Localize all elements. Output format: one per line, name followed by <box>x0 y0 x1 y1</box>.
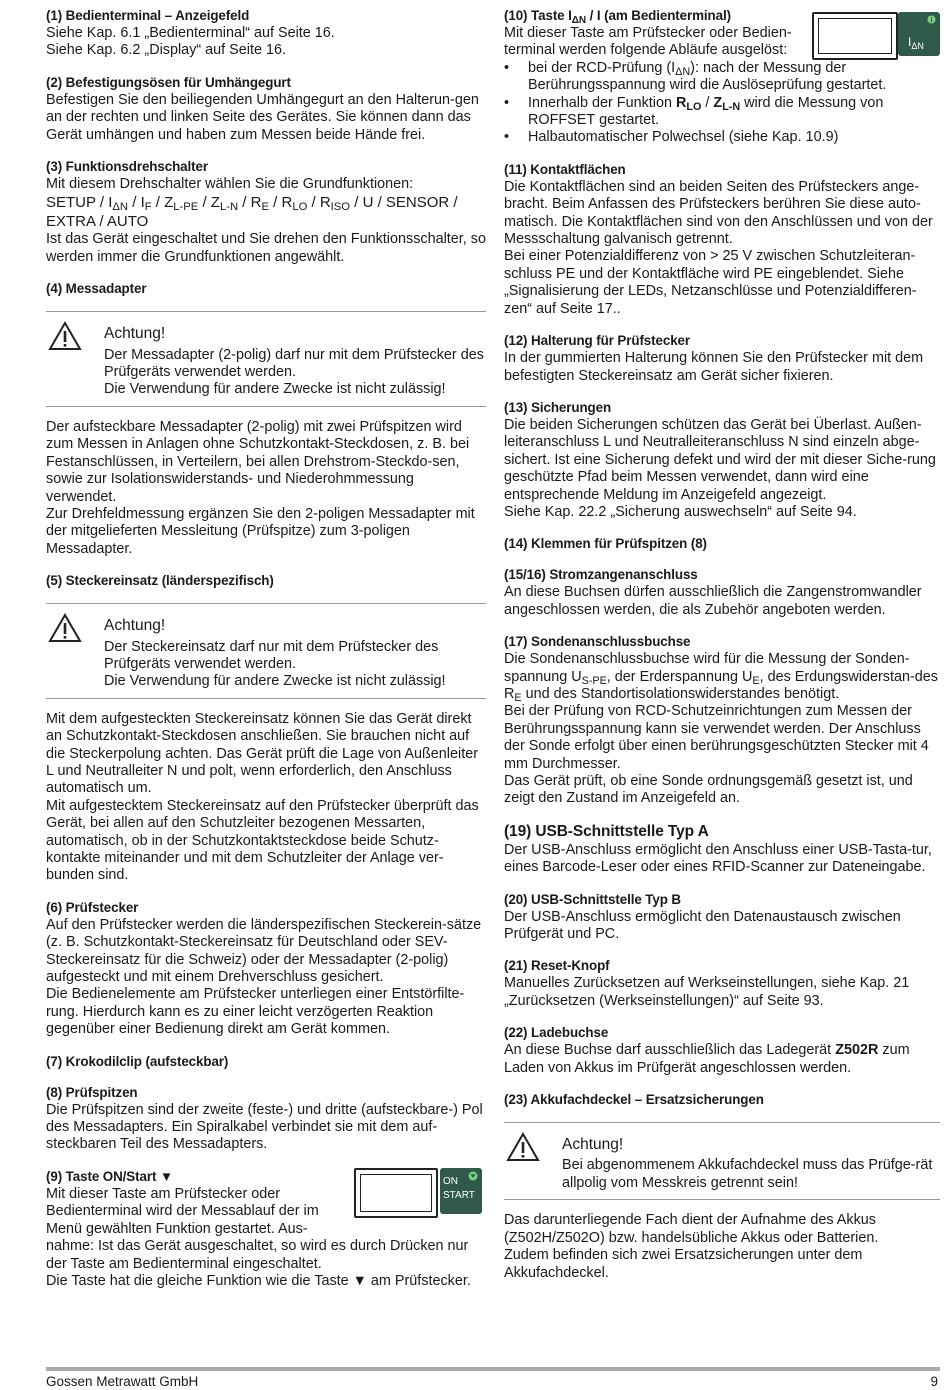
section-5-p1: Mit dem aufgesteckten Steckereinsatz können Sie das Gerät direkt an Schutzkontakt-Steckdosen anschließen. Sie brauchen nicht auf die Steckerpolung achten. Das Gerät prüft die Lage von Außenleiter L und Neutralleiter N und polt, wenn erforderlich, den Anschluss automatisch um. <box>46 710 478 797</box>
section-10-line-2: terminal werden folgende Abläufe ausgelöst: <box>504 42 788 59</box>
section-23-p1: Das darunterliegende Fach dient der Aufnahme des Akkus (Z502H/Z502O) bzw. handelsübliche Akkus oder Batterien. <box>504 1212 879 1246</box>
section-7-title: (7) Krokodilclip (aufsteckbar) <box>46 1053 229 1069</box>
list-item: • bei der RCD-Prüfung $(I_{\Delta N})$: nach der Messung der Berührungsspannung wird die Auslöseprüfung gestartet. <box>528 60 940 95</box>
section-9-line-2: Bedienterminal wird der Messablauf der im <box>46 1203 319 1220</box>
section-8 <box>46 1084 486 1154</box>
section-1-title: (1) Bedienterminal – Anzeigefeld <box>46 8 250 23</box>
warning-triangle-icon <box>48 321 82 351</box>
section-4-p1: Der aufsteckbare Messadapter (2-polig) mit zwei Prüfspitzen wird zum Messen in Anlagen ohne Schutzkontakt-Steckdosen, z. B. bei Festanschlüssen, in Verteilern, bei allen Drehstrom-Steckdo-sen, sowie zur Isolationswiderstands- und Niederohmmessung verwendet. <box>46 418 470 505</box>
idn-key-label: $I_{\Delta N}$ <box>908 35 924 51</box>
section-6-p1: Auf den Prüfstecker werden die länderspezifischen Steckerein-sätze (z. B. Schutzkontakt-Steckereinsatz für Deutschland oder SEV-Steckereinsatz für die Schweiz) oder der Messadapter (2-polig) aufgesteckt und mit einem Drehverschluss gesichert. <box>46 916 482 986</box>
section-17 <box>504 633 940 808</box>
footer-rule <box>46 1367 940 1371</box>
section-9-rest: nahme: Ist das Gerät ausgeschaltet, so wird es durch Drücken nur der Taste am Bedienterminal eingeschaltet. <box>46 1238 469 1272</box>
terminal-key-frame <box>812 12 898 60</box>
warning-box-23 <box>504 1122 940 1200</box>
idn-key[interactable] <box>898 12 940 56</box>
on-label: ON <box>443 1175 458 1187</box>
page-number: 9 <box>930 1374 938 1389</box>
warning-text-2: Die Verwendung für andere Zwecke ist nicht zulässig! <box>104 381 446 398</box>
left-column <box>46 7 486 1304</box>
section-22-text: An diese Buchse darf ausschließlich das Ladegerät Z502R zum Laden von Akkus im Prüfgerät angeschlossen werden. <box>504 1042 910 1076</box>
warning-title: Achtung! <box>562 1136 624 1154</box>
section-3-title: (3) Funktionsdrehschalter <box>46 159 208 175</box>
section-2 <box>46 74 486 144</box>
section-11 <box>504 161 940 318</box>
section-9-line-1: Mit dieser Taste am Prüfstecker oder <box>46 1185 281 1202</box>
section-21-text: Manuelles Zurücksetzen auf Werkseinstellungen, siehe Kap. 21 „Zurücksetzen (Werkseinstellungen)“ auf Seite 93. <box>504 975 910 1009</box>
warning-triangle-icon <box>48 613 82 643</box>
section-5-p2: Mit aufgestecktem Steckereinsatz auf den Prüfstecker überprüft das Gerät, bei allen auf den Schutzleiter bezogenen Messarten, automatisch, ob in der Schutzkontaktsteckdose beide Schutz-kontakte miteinander und mit dem Schutzleiter der Anlage ver-bunden sind. <box>46 797 479 884</box>
section-21 <box>504 957 940 1010</box>
section-2-text: Befestigen Sie den beiliegenden Umhängegurt an den Halterun-gen an der rechten und linken Seite des Gerätes. Sie können dann das Gerät umhängen und haben zum Messen beide Hände frei. <box>46 91 479 143</box>
section-6-title: (6) Prüfstecker <box>46 899 139 915</box>
section-12 <box>504 332 940 385</box>
section-17-p2: Bei der Prüfung von RCD-Schutzeinrichtungen zum Messen der Berührungsspannung kann sie verwendet werden. Der Anschluss der Sonde erfolgt über einen berührungsgeschützten Stecker mit 4 mm Durchmesser. <box>504 703 929 772</box>
section-11-p2: Bei einer Potenzialdifferenz von > 25 V zwischen Schutzleiteran-schluss PE und der Kontaktfläche wird PE eingeblendet. Siehe „Signalisierung der LEDs, Netzanschlüsse und Potenzialdifferen-zen“ auf Seite 17.. <box>504 248 917 317</box>
warning-title: Achtung! <box>104 617 166 635</box>
section-13-title: (13) Sicherungen <box>504 399 612 415</box>
section-15 <box>504 566 940 619</box>
section-10-list <box>504 60 940 147</box>
section-23-title: (23) Akkufachdeckel – Ersatzsicherungen <box>504 1092 764 1108</box>
section-11-p1: Die Kontaktflächen sind an beiden Seiten des Prüfsteckers ange-bracht. Beim Anfassen des Prüfsteckers berühren Sie diese auto-matisch. Die Kontaktflächen sind von den Anschlüssen und von der Messschaltung galvanisch getrennt. <box>504 178 933 248</box>
right-column <box>504 7 940 1296</box>
section-19 <box>504 822 940 877</box>
section-1-line-1: Siehe Kap. 6.1 „Bedienterminal“ auf Seite 16. <box>46 25 335 41</box>
led-icon <box>927 15 936 24</box>
section-19-title: (19) USB-Schnittstelle Typ A <box>504 822 709 840</box>
section-10-title: (10) Taste $I_{\Delta N}$ / I (am Bedienterminal) <box>504 8 731 26</box>
section-22-title: (22) Ladebuchse <box>504 1025 609 1041</box>
warning-box-4 <box>46 311 486 407</box>
start-label: START <box>443 1189 475 1201</box>
list-item: • Innerhalb der Funktion $R_{LO} / Z_{L-N}$ wird die Messung von ROFFSET gestartet. <box>528 95 940 130</box>
section-2-title: (2) Befestigungsösen für Umhängegurt <box>46 74 291 90</box>
section-5-title: (5) Steckereinsatz (länderspezifisch) <box>46 573 274 589</box>
section-14 <box>504 535 940 552</box>
section-12-text: In der gummierten Halterung können Sie den Prüfstecker mit dem befestigten Steckereinsatz am Gerät sicher fixieren. <box>504 350 924 384</box>
footer-company: Gossen Metrawatt GmbH <box>46 1374 199 1389</box>
terminal-key-frame <box>354 1168 438 1218</box>
section-3-functions: SETUP / $I_{\Delta N} / I_F / Z_{L-PE} / Z_{L-N} / R_E / R_{LO} / R_{ISO}$ / U / SENSOR / EXTRA / AUTO <box>46 194 458 231</box>
section-13 <box>504 399 940 521</box>
section-20-title: (20) USB-Schnittstelle Typ B <box>504 891 682 907</box>
section-3 <box>46 158 486 266</box>
warning-box-5 <box>46 603 486 699</box>
section-10 <box>504 7 940 147</box>
section-5 <box>46 572 486 885</box>
warning-triangle-icon <box>506 1132 540 1162</box>
section-23-p2: Zudem befinden sich zwei Ersatzsicherungen unter dem Akkufachdeckel. <box>504 1247 863 1281</box>
section-20-text: Der USB-Anschluss ermöglicht den Datenaustausch zwischen Prüfgerät und PC. <box>504 908 901 943</box>
section-6 <box>46 899 486 1039</box>
section-13-p2: Siehe Kap. 22.2 „Sicherung auswechseln“ auf Seite 94. <box>504 503 857 520</box>
section-1-line-2: Siehe Kap. 6.2 „Display“ auf Seite 16. <box>46 42 286 59</box>
section-12-title: (12) Halterung für Prüfstecker <box>504 333 691 349</box>
section-15-title: (15/16) Stromzangenanschluss <box>504 567 698 583</box>
section-3-intro: Mit diesem Drehschalter wählen Sie die Grundfunktionen: <box>46 176 414 193</box>
section-4 <box>46 280 486 558</box>
section-3-text: Ist das Gerät eingeschaltet und Sie drehen den Funktionsschalter, so werden immer die Grundfunktionen angewählt. <box>46 231 486 265</box>
section-17-p1: Die Sondenanschlussbuchse wird für die Messung der Sonden-spannung $U_{S-PE}$, der Erderspannung $U_E$, des Erdungswiderstan-des $R_E$ und des Standortisolationswiderstandes benötigt. <box>504 651 938 704</box>
section-17-title: (17) Sondenanschlussbuchse <box>504 634 691 650</box>
section-20 <box>504 891 940 944</box>
section-17-p3: Das Gerät prüft, ob eine Sonde ordnungsgemäß gesetzt ist, und zeigt den Zustand im Anzeigefeld an. <box>504 773 913 807</box>
list-item: • Halbautomatischer Polwechsel (siehe Kap. 10.9) <box>528 129 940 146</box>
section-8-text: Die Prüfspitzen sind der zweite (feste-) und dritte (aufsteckbare-) Pol des Messadapters. Ein Spiralkabel verbindet sie mit dem auf-steckbaren Teil des Messadapters. <box>46 1101 483 1153</box>
section-11-title: (11) Kontaktflächen <box>504 161 626 177</box>
section-9 <box>46 1168 486 1290</box>
section-10-line-1: Mit dieser Taste am Prüfstecker oder Bedien- <box>504 25 792 41</box>
section-4-p2: Zur Drehfeldmessung ergänzen Sie den 2-poligen Messadapter mit der mitgelieferten Messleitung (Prüfspitze) zum 3-poligen Messadapter. <box>46 505 475 557</box>
warning-text-1: Der Steckereinsatz darf nur mit dem Prüfstecker des Prüfgeräts verwendet werden. <box>104 638 439 672</box>
section-9-title: (9) Taste ON/Start ▼ <box>46 1168 174 1184</box>
section-8-title: (8) Prüfspitzen <box>46 1084 138 1100</box>
warning-text-2: Die Verwendung für andere Zwecke ist nicht zulässig! <box>104 673 446 690</box>
section-22 <box>504 1024 940 1077</box>
section-9-p2: Die Taste hat die gleiche Funktion wie die Taste ▼ am Prüfstecker. <box>46 1272 471 1289</box>
on-start-key[interactable] <box>440 1168 482 1214</box>
warning-text: Bei abgenommenem Akkufachdeckel muss das Prüfge-rät allpolig vom Messkreis getrennt sein! <box>562 1157 933 1191</box>
section-19-text: Der USB-Anschluss ermöglicht den Anschluss einer USB-Tasta-tur, eines Barcode-Leser oder eines RFID-Scanner zur Dateneingabe. <box>504 841 932 876</box>
section-23 <box>504 1091 940 1282</box>
down-arrow-icon <box>468 1171 478 1181</box>
warning-text-1: Der Messadapter (2-polig) darf nur mit dem Prüfstecker des Prüfgeräts verwendet werden. <box>104 346 484 381</box>
section-1 <box>46 7 486 60</box>
section-21-title: (21) Reset-Knopf <box>504 958 610 974</box>
section-14-title: (14) Klemmen für Prüfspitzen (8) <box>504 536 707 552</box>
warning-title: Achtung! <box>104 325 166 343</box>
section-7 <box>46 1053 486 1070</box>
section-9-line-3: Menü gewählten Funktion gestartet. Aus- <box>46 1220 308 1237</box>
section-13-p1: Die beiden Sicherungen schützen das Gerät bei Überlast. Außen-leiteranschluss L und Neutralleiteranschluss N sind einzeln abge-sichert. Ist eine Sicherung defekt und wird der mit dieser Siche-rung geschützte Pfad beim Messen verwendet, dann wird eine entsprechende Meldung im Anzeigefeld angezeigt. <box>504 416 936 503</box>
section-15-text: An diese Buchsen dürfen ausschließlich die Zangenstromwandler angeschlossen werden, die als Zubehör angeboten werden. <box>504 584 922 618</box>
section-6-p2: Die Bedienelemente am Prüfstecker unterliegen einer Entstörfilte-rung. Hierdurch kann es zu einer leicht verzögerten Reaktion gegenüber einer Bedienung direkt am Gerät kommen. <box>46 986 465 1038</box>
section-4-title: (4) Messadapter <box>46 281 147 297</box>
